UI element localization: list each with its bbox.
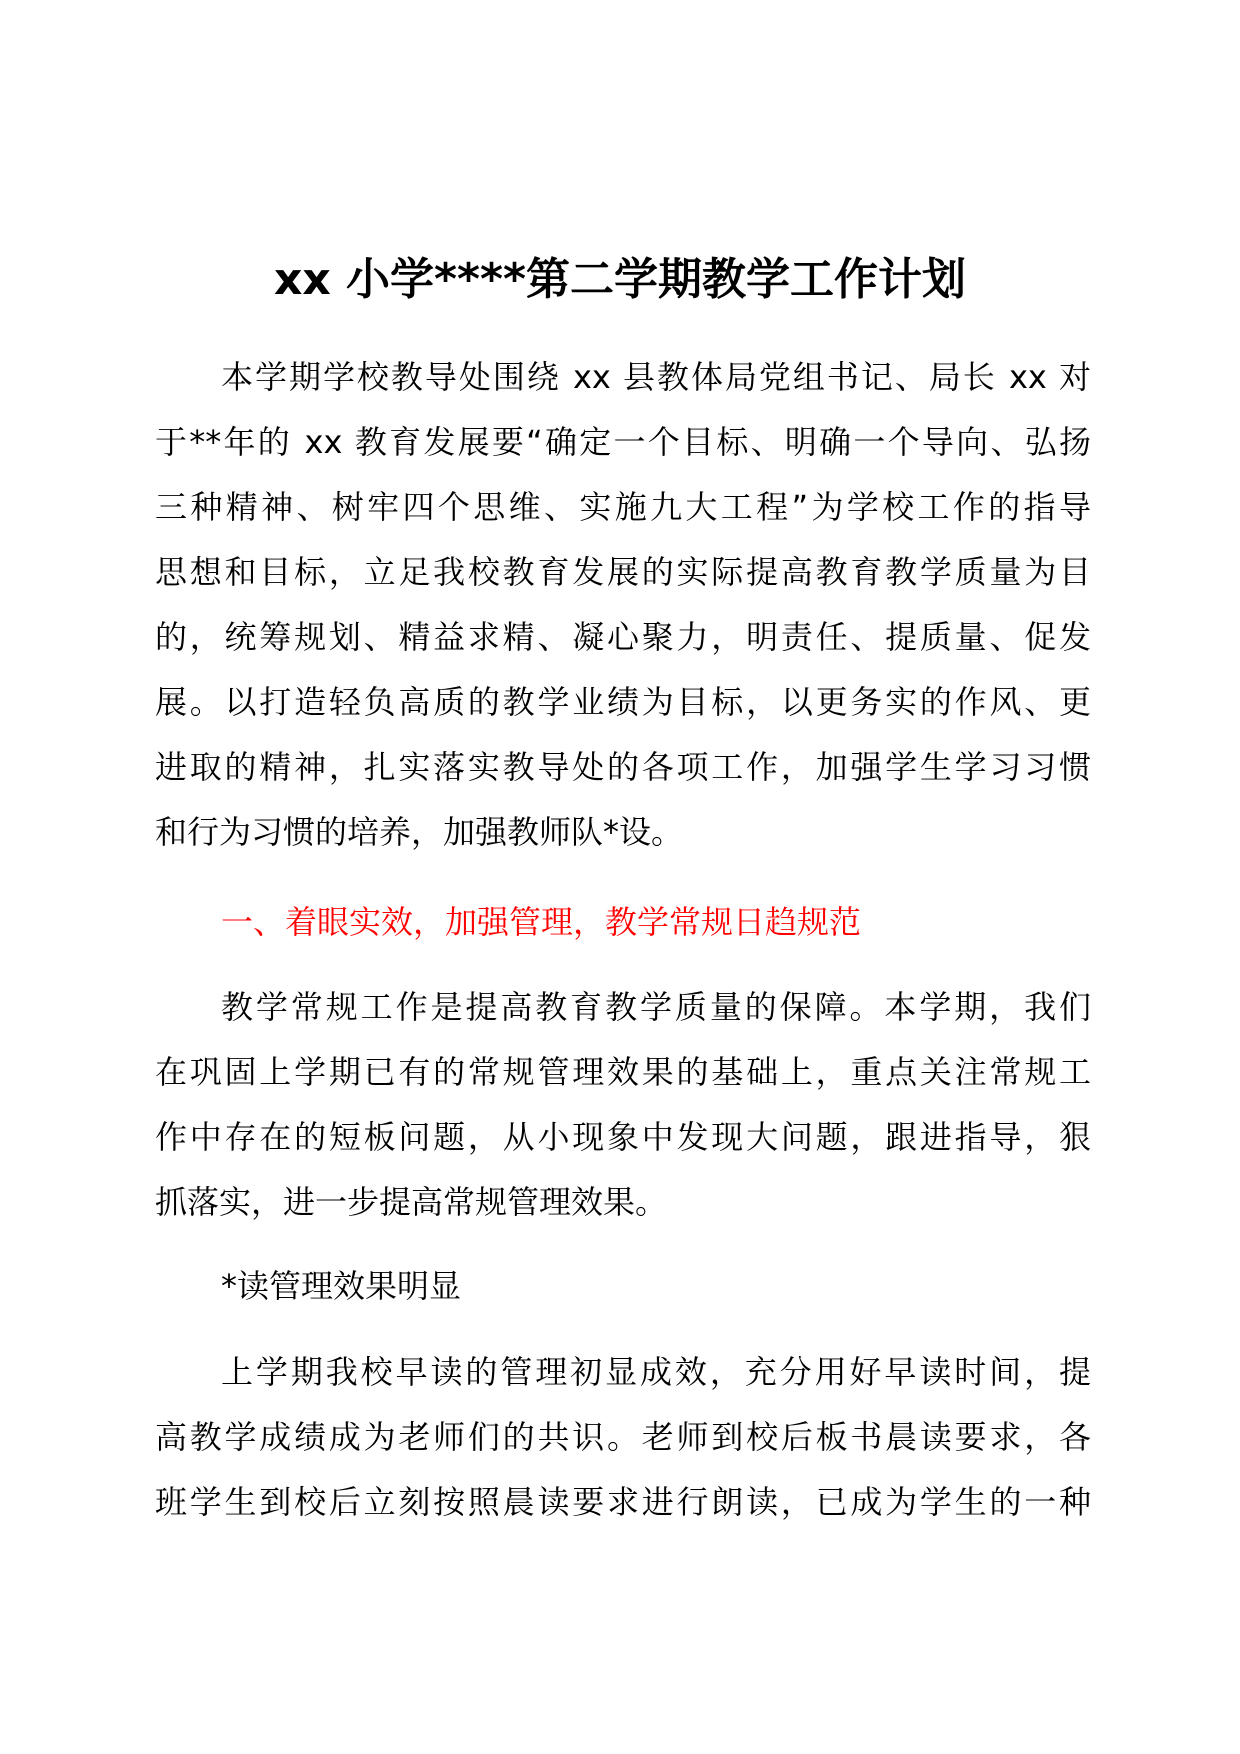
paragraph-line: 思想和目标，立足我校教育发展的实际提高教育教学质量为目 — [155, 553, 1091, 591]
sub-paragraph — [155, 1340, 1091, 1535]
section-heading: 一、着眼实效，加强管理，教学常规日趋规范 — [221, 903, 862, 941]
paragraph-line: 和行为习惯的培养，加强教师队*设。 — [155, 813, 684, 851]
paragraph-line: 于**年的 xx 教育发展要“确定一个目标、明确一个导向、弘扬 — [155, 423, 1091, 461]
paragraph-line: 展。以打造轻负高质的教学业绩为目标，以更务实的作风、更 — [155, 683, 1091, 721]
paragraph-line: 本学期学校教导处围绕 xx 县教体局党组书记、局长 xx 对 — [221, 358, 1091, 396]
paragraph-line: 班学生到校后立刻按照晨读要求进行朗读，已成为学生的一种 — [155, 1483, 1091, 1521]
paragraph-line: 抓落实，进一步提高常规管理效果。 — [155, 1183, 668, 1221]
paragraph-line: 的，统筹规划、精益求精、凝心聚力，明责任、提质量、促发 — [155, 618, 1091, 656]
paragraph-line: 进取的精神，扎实落实教导处的各项工作，加强学生学习习惯 — [155, 748, 1091, 786]
intro-paragraph — [155, 345, 1091, 865]
paragraph-line: 上学期我校早读的管理初显成效，充分用好早读时间，提 — [221, 1353, 1091, 1391]
paragraph-line: 作中存在的短板问题，从小现象中发现大问题，跟进指导，狠 — [155, 1118, 1091, 1156]
document-title: xx 小学****第二学期教学工作计划 — [273, 254, 967, 305]
paragraph-line: 高教学成绩成为老师们的共识。老师到校后板书晨读要求，各 — [155, 1418, 1091, 1456]
paragraph-line: 在巩固上学期已有的常规管理效果的基础上，重点关注常规工 — [155, 1053, 1091, 1091]
subheading: *读管理效果明显 — [221, 1267, 462, 1305]
section1-paragraph — [155, 975, 1091, 1235]
paragraph-line: 三种精神、树牢四个思维、实施九大工程”为学校工作的指导 — [155, 488, 1091, 526]
paragraph-line: 教学常规工作是提高教育教学质量的保障。本学期，我们 — [221, 988, 1091, 1026]
